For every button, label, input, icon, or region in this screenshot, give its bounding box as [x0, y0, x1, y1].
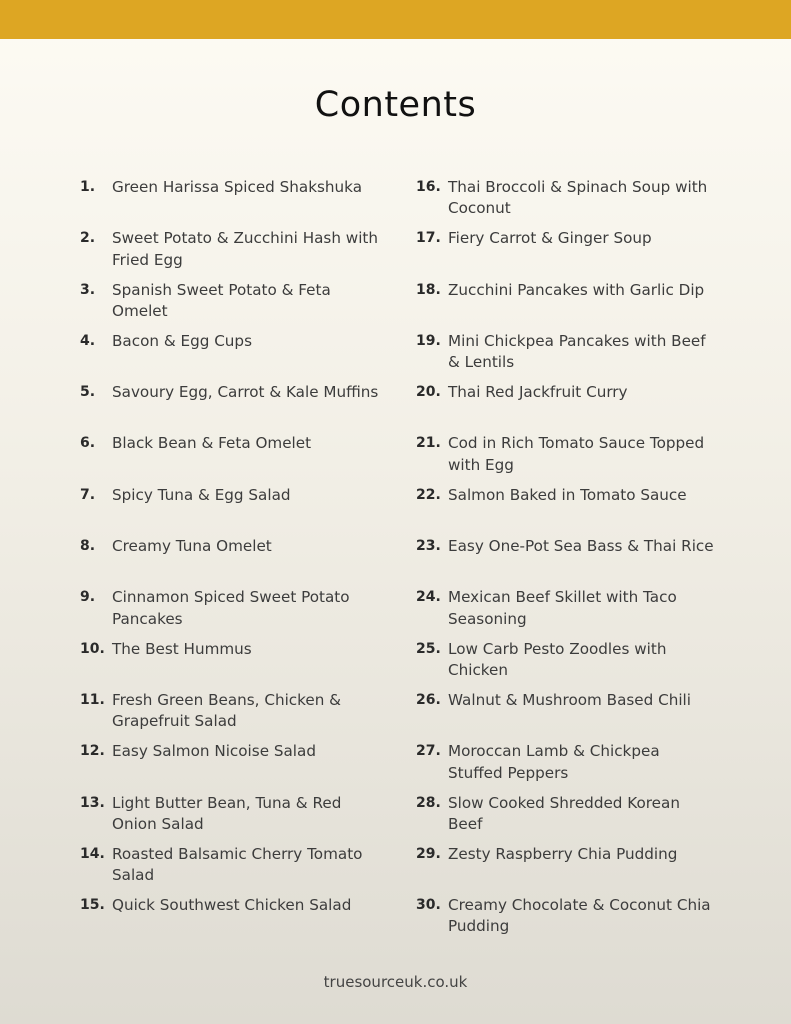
contents-entry[interactable]: [416, 536, 716, 587]
contents-entry[interactable]: [416, 382, 716, 433]
contents-entry[interactable]: [416, 331, 716, 382]
entry-title: Thai Broccoli & Spinach Soup with Coconut: [448, 178, 708, 218]
entry-title: Moroccan Lamb & Chickpea Stuffed Peppers: [448, 742, 660, 782]
entry-title: Low Carb Pesto Zoodles with Chicken: [448, 639, 667, 679]
contents-entry[interactable]: [80, 587, 380, 638]
entry-number: 3.: [80, 281, 96, 298]
entry-title: Green Harissa Spiced Shakshuka: [112, 178, 362, 196]
entry-number: 20.: [416, 384, 441, 401]
entry-number: 5.: [80, 384, 96, 401]
contents-entry[interactable]: [80, 331, 380, 382]
entry-number: 27.: [416, 743, 441, 760]
entry-number: 26.: [416, 691, 441, 708]
contents-entry[interactable]: [416, 741, 716, 792]
entry-number: 6.: [80, 435, 96, 452]
contents-entry[interactable]: [416, 280, 716, 331]
entry-title: Walnut & Mushroom Based Chili: [448, 690, 691, 709]
entry-title: Creamy Tuna Omelet: [112, 537, 272, 556]
entry-title: Zesty Raspberry Chia Pudding: [448, 844, 678, 863]
entry-title: The Best Hummus: [112, 639, 252, 658]
entry-number: 19.: [416, 332, 441, 349]
entry-number: 12.: [80, 743, 105, 760]
entry-number: 1.: [80, 179, 96, 195]
entry-number: 10.: [80, 640, 105, 657]
entry-number: 14.: [80, 845, 105, 862]
entry-number: 8.: [80, 538, 96, 555]
contents-entry[interactable]: [80, 382, 380, 433]
entry-number: 24.: [416, 589, 441, 606]
entry-number: 7.: [80, 486, 96, 503]
contents-entry[interactable]: [80, 895, 380, 946]
contents-entry[interactable]: [80, 228, 380, 279]
entry-number: 4.: [80, 332, 96, 349]
contents-entry[interactable]: [416, 587, 716, 638]
entry-title: Easy Salmon Nicoise Salad: [112, 742, 316, 761]
entry-title: Cod in Rich Tomato Sauce Topped with Egg: [448, 434, 705, 474]
contents-entry[interactable]: [80, 639, 380, 690]
entry-number: 15.: [80, 897, 105, 914]
contents-column-left: [80, 177, 380, 946]
entry-number: 30.: [416, 897, 441, 914]
footer-website-link[interactable]: truesourceuk.co.uk: [323, 973, 468, 991]
contents-entry[interactable]: [416, 639, 716, 690]
contents-entry[interactable]: [416, 793, 716, 844]
contents-column-right: [416, 177, 716, 946]
contents-entry[interactable]: [416, 228, 716, 279]
entry-title: Spicy Tuna & Egg Salad: [112, 485, 291, 504]
contents-entry[interactable]: [80, 793, 380, 844]
entry-number: 9.: [80, 589, 96, 606]
entry-title: Salmon Baked in Tomato Sauce: [448, 485, 687, 504]
entry-title: Mini Chickpea Pancakes with Beef & Lentils: [448, 331, 706, 372]
entry-number: 23.: [416, 538, 441, 555]
entry-title: Savoury Egg, Carrot & Kale Muffins: [112, 383, 379, 402]
contents-entry[interactable]: [416, 895, 716, 946]
entry-title: Easy One-Pot Sea Bass & Thai Rice: [448, 537, 714, 556]
entry-title: Mexican Beef Skillet with Taco Seasoning: [448, 588, 677, 628]
entry-number: 11.: [80, 691, 105, 708]
top-accent-bar: [0, 0, 791, 39]
entry-title: Cinnamon Spiced Sweet Potato Pancakes: [112, 588, 350, 628]
contents-entry[interactable]: [80, 433, 380, 484]
contents-entry[interactable]: [80, 741, 380, 792]
entry-title: Black Bean & Feta Omelet: [112, 434, 312, 453]
entry-number: 22.: [416, 486, 441, 503]
entry-number: 29.: [416, 845, 441, 862]
contents-entry[interactable]: [416, 690, 716, 741]
entry-number: 2.: [80, 230, 96, 247]
entry-number: 13.: [80, 794, 105, 811]
contents-entry[interactable]: [416, 433, 716, 484]
entry-number: 17.: [416, 230, 441, 247]
entry-number: 16.: [416, 179, 441, 195]
contents-entry[interactable]: [416, 844, 716, 895]
entry-title: Roasted Balsamic Cherry Tomato Salad: [112, 844, 363, 885]
contents-entry[interactable]: [80, 280, 380, 331]
entry-title: Slow Cooked Shredded Korean Beef: [448, 793, 680, 833]
entry-title: Fiery Carrot & Ginger Soup: [448, 229, 652, 248]
entry-title: Sweet Potato & Zucchini Hash with Fried Egg: [112, 229, 379, 269]
contents-entry[interactable]: [80, 177, 380, 228]
entry-number: 28.: [416, 794, 441, 811]
contents-entry[interactable]: [80, 690, 380, 741]
page-title: Contents: [314, 85, 477, 125]
contents-entry[interactable]: [80, 844, 380, 895]
contents-entry[interactable]: [416, 177, 716, 228]
contents-entry[interactable]: [80, 536, 380, 587]
entry-title: Creamy Chocolate & Coconut Chia Pudding: [448, 896, 711, 936]
contents-entry[interactable]: [416, 485, 716, 536]
entry-title: Thai Red Jackfruit Curry: [448, 383, 628, 402]
entry-number: 21.: [416, 435, 441, 452]
contents-entry[interactable]: [80, 485, 380, 536]
entry-title: Fresh Green Beans, Chicken & Grapefruit Salad: [112, 690, 342, 731]
entry-title: Spanish Sweet Potato & Feta Omelet: [112, 280, 331, 320]
entry-title: Quick Southwest Chicken Salad: [112, 896, 352, 915]
entry-title: Bacon & Egg Cups: [112, 331, 252, 350]
entry-title: Light Butter Bean, Tuna & Red Onion Salad: [112, 793, 342, 833]
entry-number: 25.: [416, 640, 441, 657]
entry-title: Zucchini Pancakes with Garlic Dip: [448, 280, 705, 299]
entry-number: 18.: [416, 281, 441, 298]
